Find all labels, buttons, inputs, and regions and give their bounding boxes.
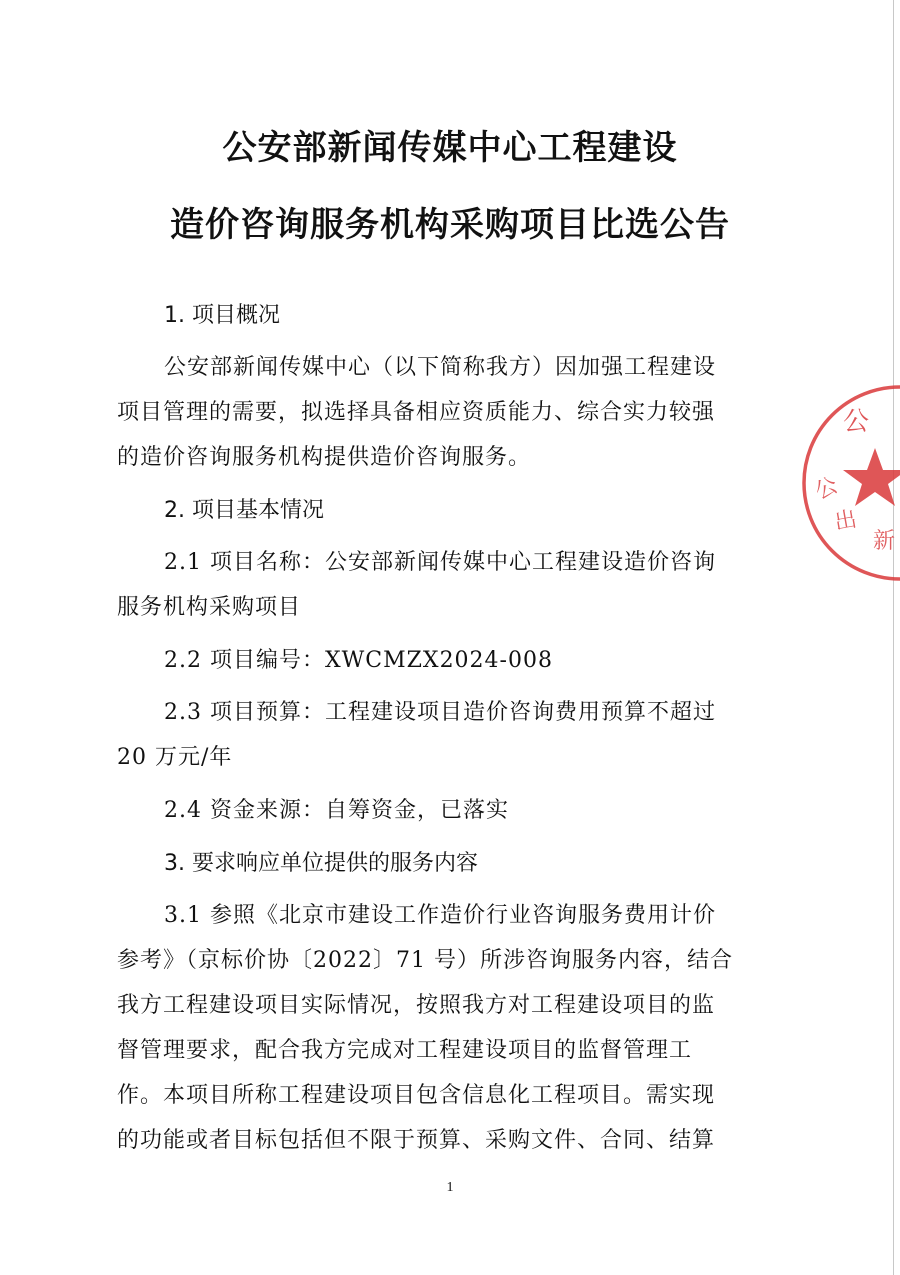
item-3-1-line: 的功能或者目标包括但不限于预算、采购文件、合同、结算 (117, 1128, 716, 1153)
item-3-1-line: 我方工程建设项目实际情况，按照我方对工程建设项目的监 (117, 993, 716, 1018)
item-2-4-line: 2.4 资金来源：自筹资金，已落实 (164, 798, 509, 823)
item-2-2-line: 2.2 项目编号：XWCMZX2024-008 (164, 648, 553, 673)
page-number: 1 (446, 1180, 454, 1195)
section-1-paragraph-line: 项目管理的需要，拟选择具备相应资质能力、综合实力较强 (117, 400, 716, 425)
item-3-1-line: 作。本项目所称工程建设项目包含信息化工程项目。需实现 (117, 1083, 716, 1108)
item-2-3-line: 2.3 项目预算：工程建设项目造价咨询费用预算不超过 (164, 700, 716, 725)
document-title-line2: 造价咨询服务机构采购项目比选公告 (170, 205, 730, 245)
section-1-paragraph-line: 的造价咨询服务机构提供造价咨询服务。 (117, 445, 532, 470)
svg-text:出: 出 (832, 507, 859, 536)
svg-text:新: 新 (873, 529, 896, 554)
item-2-1-line: 2.1 项目名称：公安部新闻传媒中心工程建设造价咨询 (164, 550, 716, 575)
item-2-1-line: 服务机构采购项目 (117, 595, 302, 620)
section-1-paragraph-line: 公安部新闻传媒中心（以下简称我方）因加强工程建设 (164, 355, 717, 380)
item-3-1-line: 督管理要求，配合我方完成对工程建设项目的监督管理工 (117, 1038, 693, 1063)
document-title-line1: 公安部新闻传媒中心工程建设 (222, 128, 678, 168)
scan-edge-line (893, 0, 894, 1275)
item-3-1-line: 参考》（京标价协〔2022〕71 号）所涉咨询服务内容，结合 (117, 948, 733, 973)
svg-text:公: 公 (811, 472, 842, 505)
section-3-heading: 3. 要求响应单位提供的服务内容 (164, 851, 478, 876)
item-2-3-line: 20 万元/年 (117, 745, 233, 770)
section-2-heading: 2. 项目基本情况 (164, 498, 324, 523)
svg-text:公: 公 (843, 407, 870, 437)
official-seal-stamp (795, 378, 900, 588)
section-1-heading: 1. 项目概况 (164, 303, 280, 328)
item-3-1-line: 3.1 参照《北京市建设工作造价行业咨询服务费用计价 (164, 903, 716, 928)
